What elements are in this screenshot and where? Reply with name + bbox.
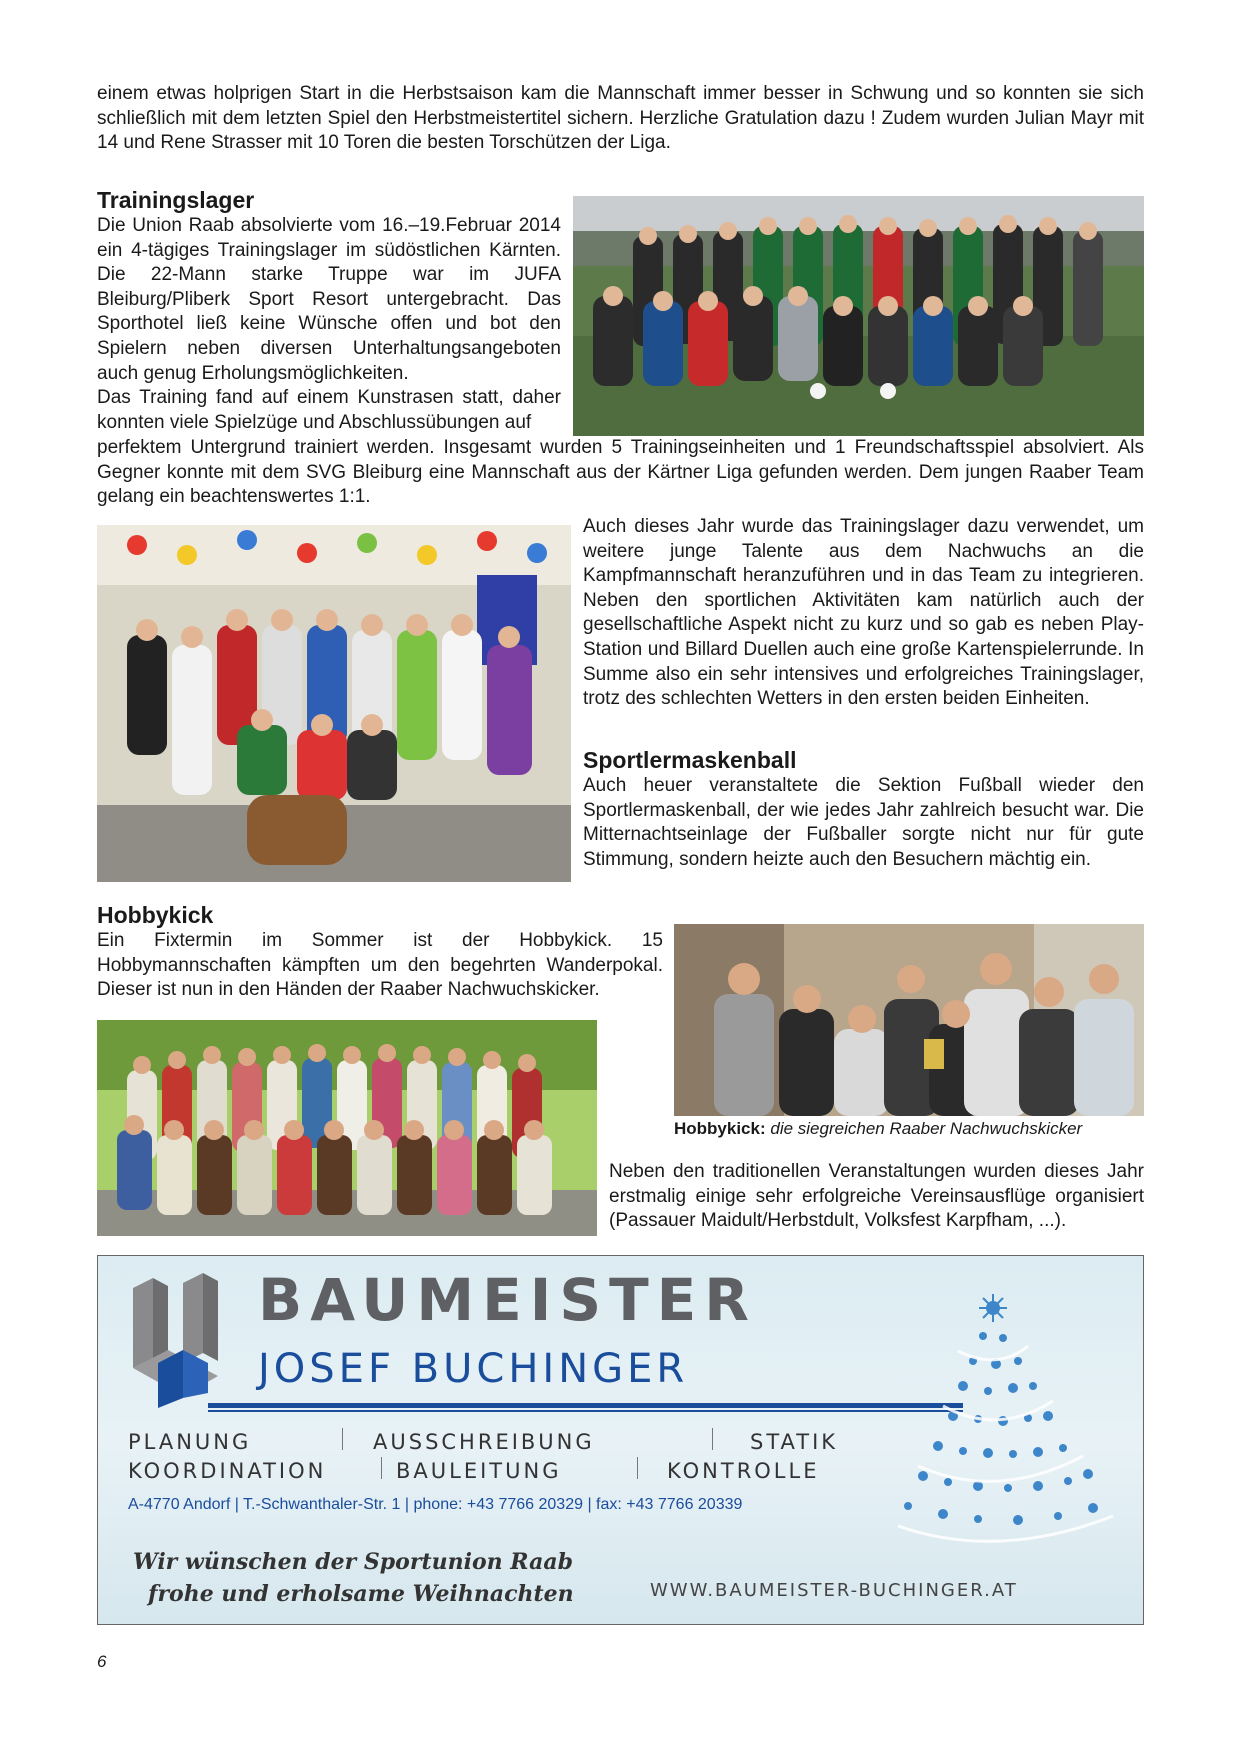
- ad-website: WWW.BAUMEISTER-BUCHINGER.AT: [650, 1580, 1018, 1601]
- hobbykick-caption: [674, 1118, 1082, 1140]
- photo-hobbykick-winners: [674, 924, 1144, 1116]
- trainingslager-paragraph-3: Auch dieses Jahr wurde das Trainingslager dazu verwendet, um weitere junge Talente aus dem Nachwuchs an die Kampfmannschaft heranzuführen und in das Team zu integrieren. Neben den sportlichen Aktivitäten kam natürlich auch der gesellschaftliche Aspekt nicht zu kurz und so gab es neben Play-Station und Billard Duellen auch eine große Kartenspielerrunde. In Summe also ein sehr intensives und erfolgreiches Trainingslager, trotz des schlechten Wetters in den ersten beiden Einheiten.: [583, 516, 1144, 710]
- page-number: 6: [97, 1652, 107, 1671]
- ad-service-statik: STATIK: [750, 1430, 839, 1454]
- ad-subtitle: JOSEF BUCHINGER: [258, 1346, 689, 1392]
- ad-separator: [381, 1457, 382, 1479]
- trainingslager-paragraph-1: Die Union Raab absolvierte vom 16.–19.Februar 2014 ein 4-tägiges Trainingslager im südöstlichen Kärnten. Die 22-Mann starke Truppe war im JUFA Bleiburg/Pliberk Sport Resort untergebracht. Das Sporthotel ließ keine Wünsche offen und bot den Spielern neben diversen Unterhaltungsangeboten auch genug Erholungsmöglichkeiten.: [97, 215, 561, 384]
- ad-title: BAUMEISTER: [258, 1266, 757, 1334]
- ad-separator: [342, 1428, 343, 1450]
- heading-trainingslager: Trainingslager: [97, 187, 255, 213]
- baumeister-logo-icon: [123, 1268, 223, 1418]
- photo-group-tracht: [97, 1020, 597, 1236]
- ad-contact: A-4770 Andorf | T.-Schwanthaler-Str. 1 | phone: +43 7766 20329 | fax: +43 7766 20339: [128, 1496, 743, 1513]
- caption-label: Hobbykick:: [674, 1119, 766, 1138]
- ad-divider-thin: [208, 1410, 963, 1412]
- ad-service-kontrolle: KONTROLLE: [667, 1459, 820, 1483]
- advertisement-baumeister: [97, 1255, 1144, 1625]
- ad-service-koordination: KOORDINATION: [128, 1459, 327, 1483]
- ad-separator: [712, 1428, 713, 1450]
- christmas-tree-icon: [878, 1276, 1128, 1556]
- ad-wish-line-2: frohe und erholsame Weihnachten: [148, 1581, 574, 1607]
- intro-paragraph: einem etwas holprigen Start in die Herbstsaison kam die Mannschaft immer besser in Schwung und so konnten sie sich schließlich mit dem letzten Spiel den Herbstmeistertitel sichern. Herzliche Gratulation dazu ! Zudem wurden Julian Mayr mit 14 und Rene Strasser mit 10 Toren die besten Torschützen der Liga.: [97, 83, 1144, 154]
- ad-wish-line-1: Wir wünschen der Sportunion Raab: [133, 1549, 573, 1575]
- caption-text: die siegreichen Raaber Nachwuchskicker: [770, 1119, 1083, 1138]
- ad-service-planung: PLANUNG: [128, 1430, 252, 1454]
- trainingslager-paragraph-2b: perfektem Untergrund trainiert werden. Insgesamt wurden 5 Trainingseinheiten und 1 Freundschaftsspiel absolviert. Als Gegner konnte mit dem SVG Bleiburg eine Mannschaft aus der Kärtner Liga gefunden werden. Dem jungen Raaber Team gelang ein beachtenswertes 1:1.: [97, 437, 1144, 508]
- trainingslager-paragraph-2a: Das Training fand auf einem Kunstrasen statt, daher konnten viele Spielzüge und Abschlussübungen auf: [97, 387, 561, 433]
- ad-service-ausschreibung: AUSSCHREIBUNG: [373, 1430, 595, 1454]
- hobbykick-paragraph-2: Neben den traditionellen Veranstaltungen wurden dieses Jahr erstmalig einige sehr erfolgreiche Vereinsausflüge organisiert (Passauer Maidult/Herbstdult, Volksfest Karpfham, ...).: [609, 1161, 1144, 1232]
- maskenball-paragraph: Auch heuer veranstaltete die Sektion Fußball wieder den Sportlermaskenball, der wie jedes Jahr zahlreich besucht war. Die Mitternachtseinlage der Fußballer sorgte nicht nur für gute Stimmung, sondern heizte auch den Besuchern mächtig ein.: [583, 775, 1144, 870]
- ad-service-bauleitung: BAULEITUNG: [396, 1459, 562, 1483]
- photo-costume-party: [97, 525, 571, 882]
- photo-team-training: [573, 196, 1144, 436]
- heading-sportlermaskenball: Sportlermaskenball: [583, 747, 797, 773]
- hobbykick-paragraph: Ein Fixtermin im Sommer ist der Hobbykick. 15 Hobbymannschaften kämpften um den begehrten Wanderpokal. Dieser ist nun in den Händen der Raaber Nachwuchskicker.: [97, 930, 663, 1001]
- ad-separator: [637, 1457, 638, 1479]
- ad-divider: [208, 1403, 963, 1408]
- heading-hobbykick: Hobbykick: [97, 902, 214, 928]
